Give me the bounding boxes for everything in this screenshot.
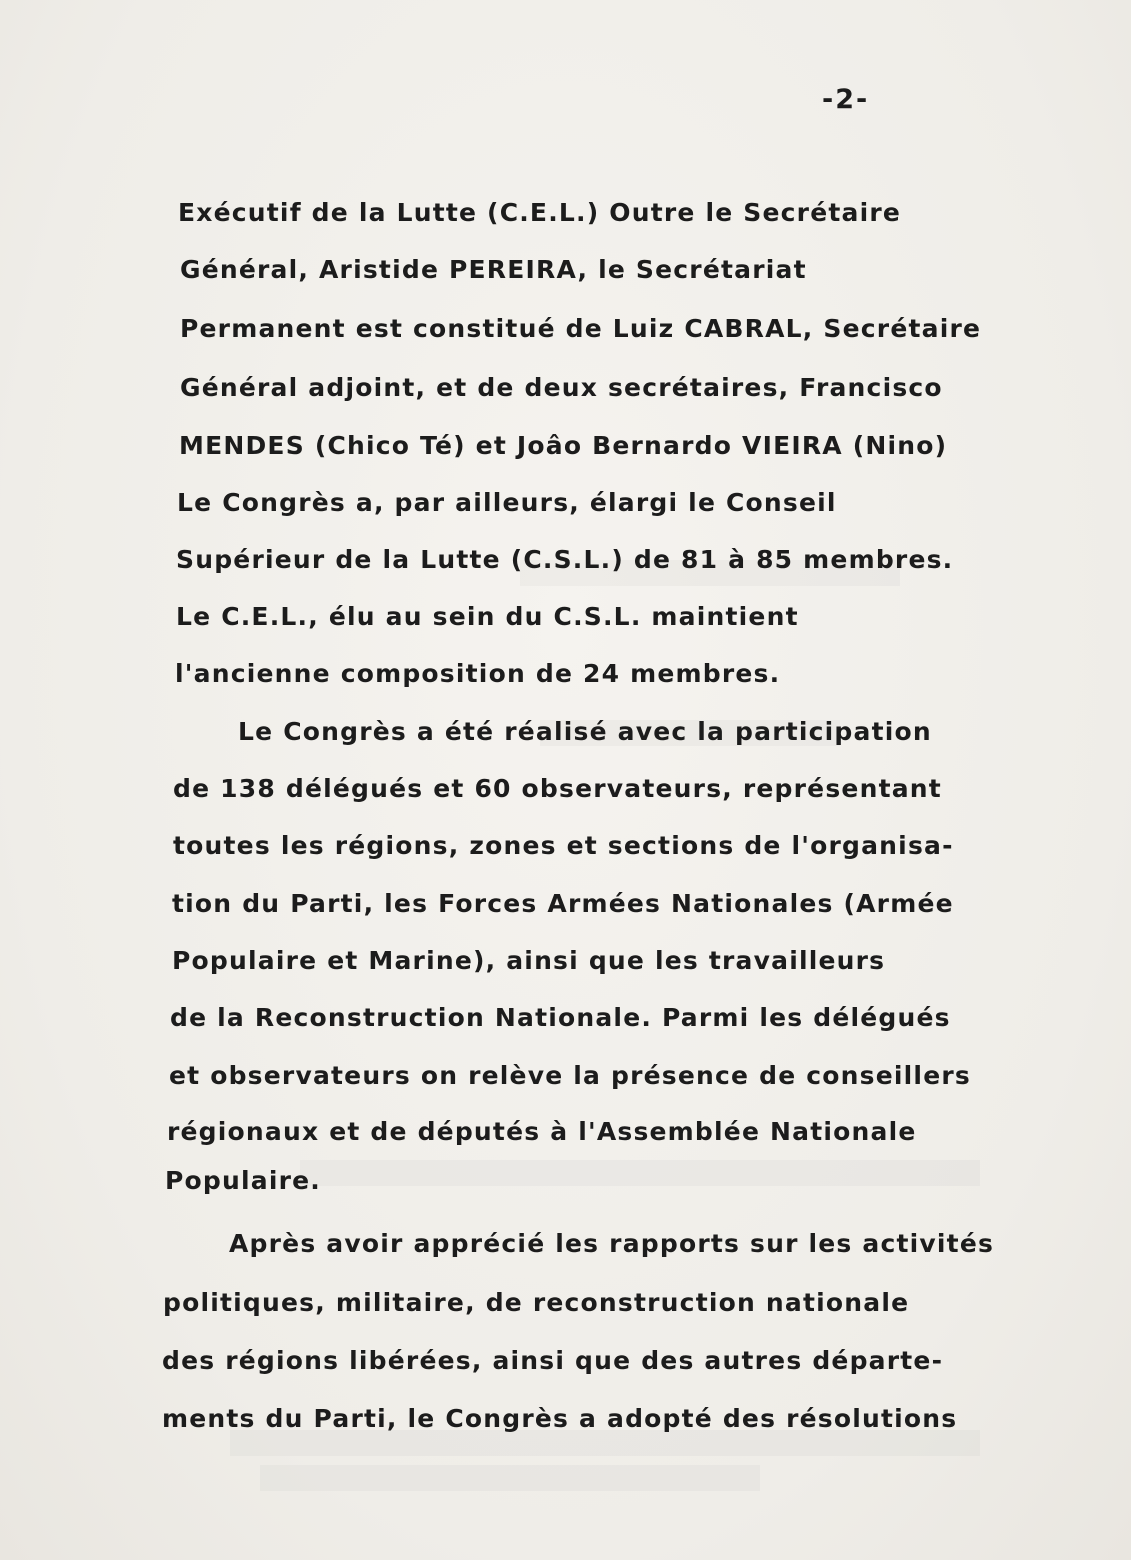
page-number: -2- — [822, 84, 870, 115]
text-line: Exécutif de la Lutte (C.E.L.) Outre le Secrétaire — [178, 198, 902, 227]
text-line: politiques, militaire, de reconstruction nationale — [163, 1288, 910, 1317]
text-line: Le C.E.L., élu au sein du C.S.L. maintient — [176, 602, 799, 631]
text-line: toutes les régions, zones et sections de l'organisa- — [173, 831, 954, 860]
text-line: Supérieur de la Lutte (C.S.L.) de 81 à 85 membres. — [176, 545, 954, 574]
text-line: ments du Parti, le Congrès a adopté des résolutions — [162, 1404, 958, 1433]
text-line: de 138 délégués et 60 observateurs, représentant — [173, 774, 942, 803]
text-line: des régions libérées, ainsi que des autres départe- — [162, 1346, 944, 1375]
bleed-through-band — [300, 1160, 980, 1186]
text-line: Après avoir apprécié les rapports sur les activités — [229, 1229, 995, 1258]
text-line: l'ancienne composition de 24 membres. — [175, 659, 781, 688]
text-line: Permanent est constitué de Luiz CABRAL, Secrétaire — [180, 314, 982, 343]
text-line: MENDES (Chico Té) et Joâo Bernardo VIEIRA (Nino) — [179, 431, 948, 460]
bleed-through-band — [260, 1465, 760, 1491]
text-line: Le Congrès a été réalisé avec la participation — [238, 717, 932, 746]
text-line: régionaux et de députés à l'Assemblée Nationale — [167, 1117, 917, 1146]
text-line: tion du Parti, les Forces Armées Nationales (Armée — [172, 889, 954, 918]
text-line: et observateurs on relève la présence de conseillers — [169, 1061, 971, 1090]
text-line: Populaire. — [165, 1166, 321, 1195]
text-line: Général adjoint, et de deux secrétaires, Francisco — [180, 373, 943, 402]
text-line: Le Congrès a, par ailleurs, élargi le Conseil — [177, 488, 837, 517]
text-line: Général, Aristide PEREIRA, le Secrétariat — [180, 255, 807, 284]
text-line: de la Reconstruction Nationale. Parmi les délégués — [170, 1003, 951, 1032]
text-line: Populaire et Marine), ainsi que les travailleurs — [172, 946, 886, 975]
